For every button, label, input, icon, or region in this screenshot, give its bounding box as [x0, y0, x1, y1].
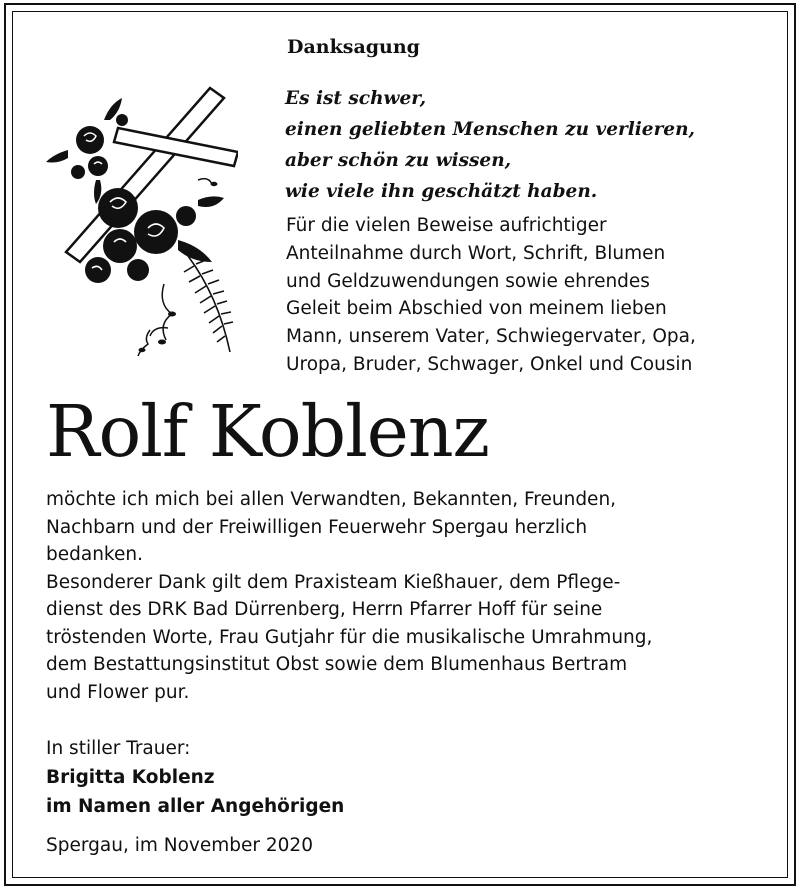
signer-family: im Namen aller Angehörigen: [46, 796, 345, 817]
quote-line: aber schön zu wissen,: [285, 150, 512, 171]
body-line: Nachbarn und der Freiwilligen Feuerwehr Spergau herzlich: [46, 516, 588, 538]
body-line: und Flower pur.: [46, 681, 190, 703]
intro-line: und Geldzuwendungen sowie ehrendes: [286, 270, 650, 292]
cross-with-roses-icon: [38, 80, 238, 360]
body-line: dem Bestattungsinstitut Obst sowie dem Blumenhaus Bertram: [46, 654, 628, 675]
intro-line: Uropa, Bruder, Schwager, Onkel und Cousin: [286, 353, 693, 375]
quote-line: Es ist schwer,: [285, 88, 427, 109]
intro-paragraph: [286, 212, 696, 379]
intro-line: Geleit beim Abschied von meinem lieben: [286, 298, 667, 320]
signer-name: Brigitta Koblenz: [46, 767, 215, 788]
body-line: Besonderer Dank gilt dem Praxisteam Kießhauer, dem Pflege-: [46, 571, 621, 593]
body-line: bedanken.: [46, 544, 143, 565]
quote-line: einen geliebten Menschen zu verlieren,: [285, 119, 695, 140]
body-line: tröstenden Worte, Frau Gutjahr für die musikalische Umrahmung,: [46, 626, 653, 648]
intro-line: Für die vielen Beweise aufrichtiger: [286, 215, 607, 236]
body-line: dienst des DRK Bad Dürrenberg, Herrn Pfarrer Hoff für seine: [46, 599, 603, 620]
quote: [285, 83, 695, 207]
heading: Danksagung: [287, 36, 420, 58]
mourning-block: [46, 734, 344, 821]
mourning-intro: In stiller Trauer:: [46, 738, 191, 759]
place-date: Spergau, im November 2020: [46, 835, 313, 856]
intro-line: Mann, unserem Vater, Schwiegervater, Opa,: [286, 326, 696, 348]
deceased-name: Rolf Koblenz: [46, 390, 489, 473]
thanks-paragraph: [46, 486, 652, 706]
body-line: möchte ich mich bei allen Verwandten, Bekannten, Freunden,: [46, 489, 617, 510]
quote-line: wie viele ihn geschätzt haben.: [285, 181, 598, 202]
intro-line: Anteilnahme durch Wort, Schrift, Blumen: [286, 242, 666, 264]
